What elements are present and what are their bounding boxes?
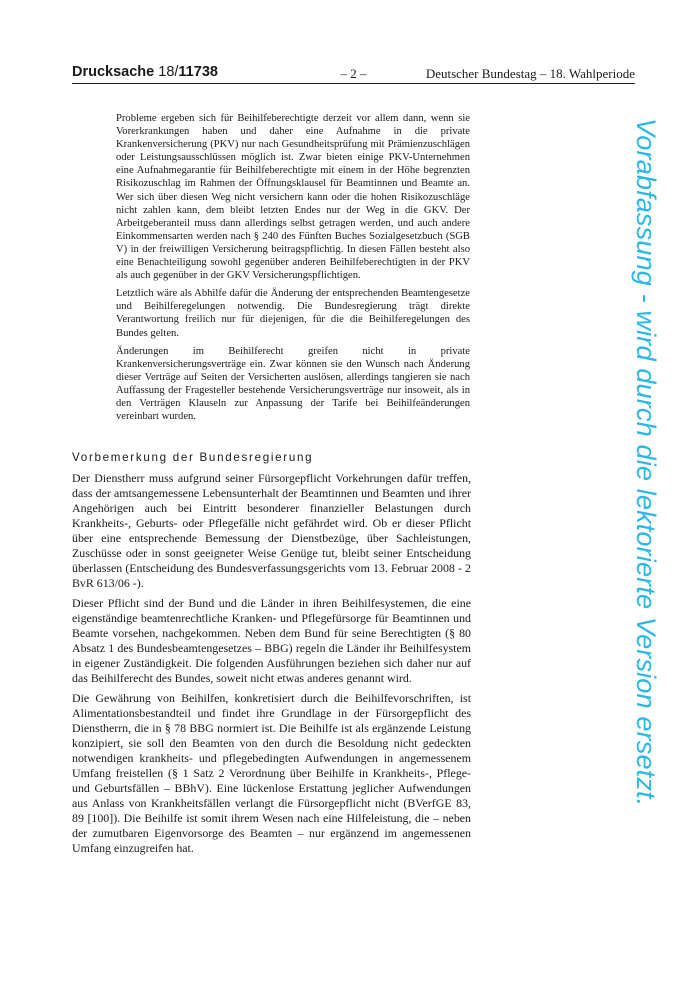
draft-watermark xyxy=(630,118,690,918)
document-session: 18/ xyxy=(158,64,179,80)
question-paragraph-2: Letztlich wäre als Abhilfe dafür die Änderung der entsprechenden Beamtengesetze und Beihilferegelungen notwendig. Die Bundesregierung trägt direkte Verantwortung freilich nur für diejenigen, für die die Beihilferegelungen des Bundes gelten. xyxy=(116,288,470,339)
parliament-period: Deutscher Bundestag – 18. Wahlperiode xyxy=(425,66,635,81)
header-rule xyxy=(72,83,635,84)
answer-block xyxy=(72,471,471,861)
document-number: 11738 xyxy=(178,64,218,80)
question-paragraph-3: Änderungen im Beihilferecht greifen nicht in private Krankenversicherungsverträge ein. Zwar können sie den Wunsch nach Änderung dieser Verträge auf Seiten der Versicherten auslösen, allerdings tangieren sie nach Auffassung der Fragesteller bestehende Versicherungsverträge nur insoweit, als in den Verträgen Klauseln zur Anpassung der Tarife bei Beihilfeänderungen vereinbart wurden. xyxy=(116,345,470,423)
answer-paragraph-3: Die Gewährung von Beihilfen, konkretisiert durch die Beihilfevorschriften, ist Alimentationsbestandteil und findet ihre Grundlage in der Fürsorgepflicht des Dienstherrn, die in § 78 BBG normiert ist. Die Beihilfe ist als ergänzende Leistung konzipiert, sie soll den Beamten von den durch die Besoldung nicht gedeckten notwendigen krankheits- und pflegebedingten Aufwendungen in angemessenem Umfang freistellen (§ 1 Satz 2 Verordnung über Beihilfe in Krankheits-, Pflege- und Geburtsfällen – BBhV). Eine lückenlose Erstattung jeglicher Aufwendungen aus Anlass von Krankheitsfällen verlangt die Fürsorgepflicht nicht (BVerfGE 83, 89 [100]). Die Beihilfe ist somit ihrem Wesen nach eine Hilfeleistung, die – neben der zumutbaren Eigenvorsorge des Beamten – nur ergänzend im angemessenen Umfang einzugreifen hat. xyxy=(72,691,471,855)
question-block xyxy=(116,112,470,428)
answer-paragraph-1: Der Dienstherr muss aufgrund seiner Fürsorgepflicht Vorkehrungen dafür treffen, dass der amtsangemessene Lebensunterhalt der Beamtinnen und Beamten und ihrer Angehörigen auch bei Eintritt besonderer finanzieller Belastungen durch Krankheits-, Geburts- oder Pflegefälle nicht gefährdet wird. Ob er dieser Pflicht über eine entsprechende Bemessung der Dienstbezüge, über Sachleistungen, Zuschüsse oder in sonst geeigneter Weise Genüge tut, bleibt seiner Entscheidung überlassen (Entscheidung des Bundesverfassungsgerichts vom 13. Februar 2008 - 2 BvR 613/06 -). xyxy=(72,471,471,590)
watermark-text: Vorabfassung - wird durch die lektorierte Version ersetzt. xyxy=(631,118,662,807)
document-label: Drucksache xyxy=(72,64,155,80)
answer-paragraph-2: Dieser Pflicht sind der Bund und die Länder in ihren Beihilfesystemen, die eine eigenständige beamtenrechtliche Kranken- und Pflegefürsorge für Beamtinnen und Beamte vorsehen, nachgekommen. Neben dem Bund für seine Berechtigten (§ 80 Absatz 1 des Bundesbeamtengesetzes – BBG) regeln die Länder ihr Beihilfesystem in eigener Zuständigkeit. Die folgenden Ausführungen beziehen sich daher nur auf das Beihilferecht des Bundes, soweit nicht etwas anderes genannt wird. xyxy=(72,596,471,685)
section-title: Vorbemerkung der Bundesregierung xyxy=(72,451,314,464)
page-header xyxy=(72,62,635,86)
page-number: – 2 – xyxy=(340,66,367,81)
question-paragraph-1: Probleme ergeben sich für Beihilfeberechtigte derzeit vor allem dann, wenn sie Vorerkrankungen haben und daher eine Aufnahme in die private Krankenversicherung (PKV) nur nach Gesundheitsprüfung mit Prämienzuschlägen oder Leistungsausschlüssen möglich ist. Zwar bieten einige PKV-Unternehmen eine Aufnahmegarantie für Beihilfeberechtigte mit einem in der Höhe begrenzten Risikozuschlag im Rahmen der Öffnungsklausel für Beamtinnen und Beamte an. Wer sich über diesen Weg nicht versichern kann oder die hohen Risikozuschläge nicht zahlen kann, dem bleibt letzten Endes nur der Weg in die GKV. Der Arbeitgeberanteil muss dann allerdings selbst getragen werden, und auch andere Einkommensarten werden nach § 240 des Fünften Buches Sozialgesetzbuch (SGB V) in der freiwilligen Versicherung beitragspflichtig. In diesen Fällen besteht also eine Benachteiligung sowohl gegenüber anderen Beihilfeberechtigten in der PKV als auch gegenüber in der GKV Versicherungspflichtigen. xyxy=(116,113,470,282)
